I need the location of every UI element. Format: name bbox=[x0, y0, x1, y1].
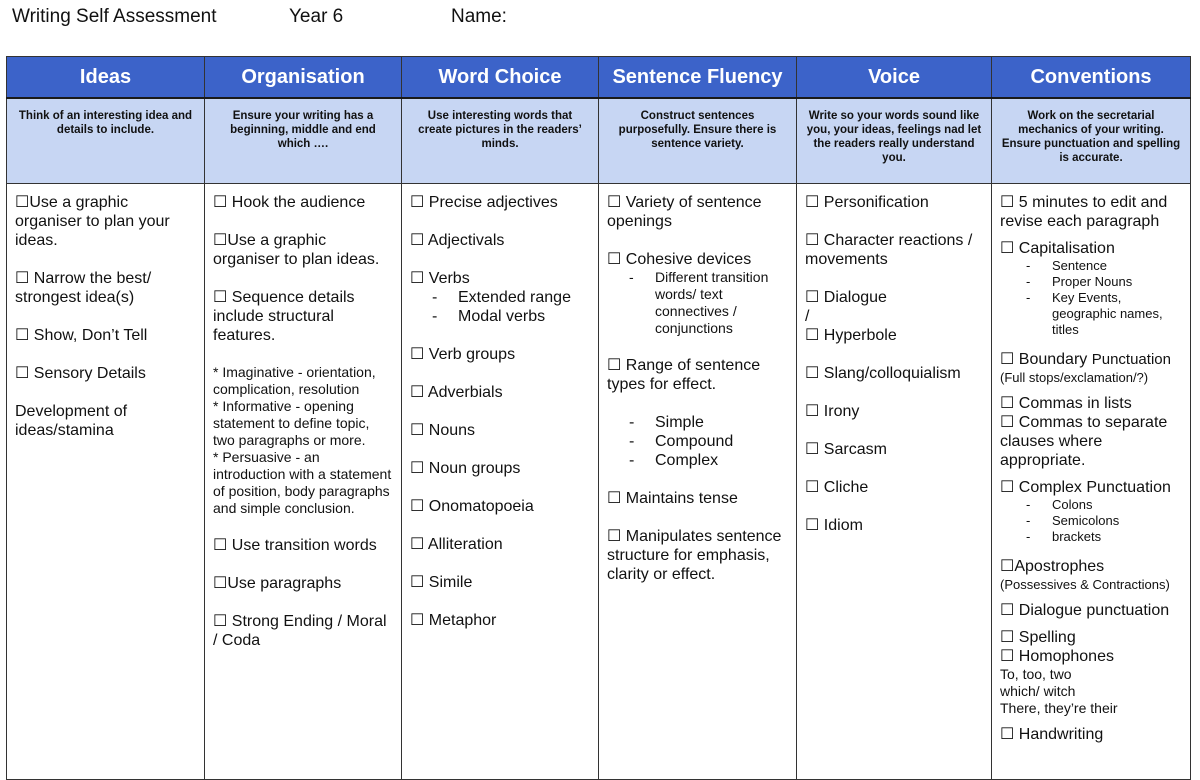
list-item: - Simple bbox=[629, 413, 788, 432]
checklist-item[interactable]: ☐ Dialogue punctuation bbox=[1000, 602, 1170, 619]
page-title: Writing Self Assessment bbox=[12, 6, 217, 27]
year-label: Year 6 bbox=[289, 6, 344, 27]
list-item: - Modal verbs bbox=[432, 307, 590, 326]
description-sentence-fluency: Construct sentences purposefully. Ensure there is sentence variety. bbox=[599, 98, 797, 184]
checklist-item[interactable]: ☐ Show, Don’t Tell bbox=[15, 327, 148, 344]
checklist-item[interactable]: ☐ Commas in lists bbox=[1000, 395, 1132, 412]
text-type-note: * Imaginative - orientation, complication, resolution bbox=[213, 364, 376, 397]
checklist-item[interactable]: ☐ Variety of sentence openings bbox=[607, 194, 762, 230]
description-row bbox=[7, 98, 1191, 184]
checklist-item[interactable]: ☐ Irony bbox=[805, 403, 860, 420]
column-header-sentence-fluency: Sentence Fluency bbox=[599, 57, 797, 99]
checklist-item[interactable]: ☐ Character reactions / movements bbox=[805, 232, 973, 268]
checklist-item[interactable]: ☐ Capitalisation bbox=[1000, 240, 1115, 257]
separator-slash: / bbox=[805, 308, 810, 325]
checklist-item[interactable]: ☐ Dialogue bbox=[805, 289, 887, 306]
text-type-note: * Persuasive - an introduction with a statement of position, body paragraphs and simple conclusion. bbox=[213, 449, 392, 516]
checklist-item[interactable]: ☐ Metaphor bbox=[410, 612, 497, 629]
list-item: - Semicolons bbox=[1026, 513, 1182, 529]
static-item: Development of ideas/stamina bbox=[15, 403, 128, 439]
checklist-item[interactable]: ☐ Cohesive devices bbox=[607, 251, 752, 268]
checklist-item[interactable]: ☐ Cliche bbox=[805, 479, 869, 496]
checklist-item[interactable] bbox=[1000, 350, 1182, 369]
list-item: - brackets bbox=[1026, 529, 1182, 545]
punctuation-label: Punctuation bbox=[1091, 351, 1171, 368]
content-voice bbox=[797, 184, 992, 780]
checklist-item[interactable]: ☐ Maintains tense bbox=[607, 490, 738, 507]
list-item: - Extended range bbox=[432, 288, 590, 307]
content-ideas bbox=[7, 184, 205, 780]
checklist-item[interactable]: ☐ Narrow the best/ strongest idea(s) bbox=[15, 270, 152, 306]
checklist-item[interactable]: ☐ Use transition words bbox=[213, 537, 377, 554]
column-header-conventions: Conventions bbox=[992, 57, 1191, 99]
column-header-voice: Voice bbox=[797, 57, 992, 99]
homophone-example: To, too, two bbox=[1000, 666, 1072, 682]
content-conventions bbox=[992, 184, 1191, 780]
checklist-item[interactable]: ☐Use a graphic organiser to plan ideas. bbox=[213, 232, 380, 268]
checklist-item[interactable]: ☐ Sensory Details bbox=[15, 365, 146, 382]
description-conventions: Work on the secretarial mechanics of your writing. Ensure punctuation and spelling is accurate. bbox=[992, 98, 1191, 184]
checklist-item[interactable]: ☐ Hyperbole bbox=[805, 327, 897, 344]
checklist-item[interactable]: ☐ Strong Ending / Moral / Coda bbox=[213, 613, 387, 649]
column-header-organisation: Organisation bbox=[205, 57, 402, 99]
list-item: - Key Events, geographic names, titles bbox=[1026, 290, 1182, 338]
checklist-item[interactable]: ☐ Range of sentence types for effect. bbox=[607, 357, 761, 393]
header-row bbox=[7, 57, 1191, 99]
content-word-choice bbox=[402, 184, 599, 780]
checklist-item[interactable]: ☐ Hook the audience bbox=[213, 194, 366, 211]
name-label: Name: bbox=[451, 6, 507, 27]
column-header-ideas: Ideas bbox=[7, 57, 205, 99]
item-note: (Full stops/exclamation/?) bbox=[1000, 370, 1149, 385]
checklist-item[interactable]: ☐ Spelling bbox=[1000, 629, 1076, 646]
page-header bbox=[0, 0, 1200, 40]
verbs-sublist bbox=[410, 288, 590, 326]
checklist-item[interactable]: ☐ Nouns bbox=[410, 422, 476, 439]
checklist-item[interactable]: ☐ Simile bbox=[410, 574, 473, 591]
checklist-item[interactable]: ☐ Slang/colloquialism bbox=[805, 365, 961, 382]
checklist-item[interactable]: ☐ Adverbials bbox=[410, 384, 503, 401]
checklist-item[interactable]: ☐ Noun groups bbox=[410, 460, 521, 477]
homophone-example: There, they’re their bbox=[1000, 700, 1118, 716]
checklist-item[interactable]: ☐ Handwriting bbox=[1000, 726, 1104, 743]
checklist-item[interactable]: ☐ Manipulates sentence structure for emphasis, clarity or effect. bbox=[607, 528, 782, 583]
content-sentence-fluency bbox=[599, 184, 797, 780]
checklist-item[interactable]: ☐ Idiom bbox=[805, 517, 863, 534]
checklist-item[interactable]: ☐Use a graphic organiser to plan your ideas. bbox=[15, 194, 170, 249]
text-type-note: * Informative - opening statement to define topic, two paragraphs or more. bbox=[213, 398, 370, 448]
checklist-item[interactable]: ☐ Onomatopoeia bbox=[410, 498, 534, 515]
list-item: - Sentence bbox=[1026, 258, 1182, 274]
checklist-item[interactable]: ☐ Alliteration bbox=[410, 536, 503, 553]
cohesive-devices-sublist bbox=[607, 269, 788, 337]
content-row bbox=[7, 184, 1191, 780]
sentence-types-sublist bbox=[607, 413, 788, 470]
assessment-table bbox=[6, 56, 1191, 780]
list-item: - Colons bbox=[1026, 497, 1182, 513]
checklist-item[interactable]: ☐ Complex Punctuation bbox=[1000, 479, 1171, 496]
checklist-item[interactable]: ☐ Commas to separate clauses where appropriate. bbox=[1000, 414, 1168, 469]
content-organisation bbox=[205, 184, 402, 780]
column-header-word-choice: Word Choice bbox=[402, 57, 599, 99]
description-voice: Write so your words sound like you, your ideas, feelings nad let the readers really understand you. bbox=[797, 98, 992, 184]
checklist-item[interactable]: ☐ Verb groups bbox=[410, 346, 516, 363]
checklist-item[interactable]: ☐ Sequence details include structural features. bbox=[213, 289, 355, 344]
checklist-item[interactable]: ☐ Sarcasm bbox=[805, 441, 887, 458]
homophone-example: which/ witch bbox=[1000, 683, 1076, 699]
list-item: - Complex bbox=[629, 451, 788, 470]
description-organisation: Ensure your writing has a beginning, middle and end which …. bbox=[205, 98, 402, 184]
checklist-item[interactable]: ☐ Homophones bbox=[1000, 648, 1114, 665]
list-item: - Different transition words/ text connectives / conjunctions bbox=[629, 269, 788, 337]
checklist-item[interactable]: ☐ 5 minutes to edit and revise each paragraph bbox=[1000, 194, 1168, 230]
list-item: - Proper Nouns bbox=[1026, 274, 1182, 290]
boundary-label: ☐ Boundary bbox=[1000, 351, 1088, 368]
capitalisation-sublist bbox=[1000, 258, 1182, 338]
complex-punctuation-sublist bbox=[1000, 497, 1182, 545]
description-word-choice: Use interesting words that create pictures in the readers’ minds. bbox=[402, 98, 599, 184]
item-note: (Possessives & Contractions) bbox=[1000, 577, 1170, 592]
list-item: - Compound bbox=[629, 432, 788, 451]
checklist-item[interactable]: ☐ Precise adjectives bbox=[410, 194, 558, 211]
checklist-item[interactable]: ☐Apostrophes bbox=[1000, 558, 1105, 575]
checklist-item[interactable]: ☐ Verbs bbox=[410, 270, 470, 287]
checklist-item[interactable]: ☐ Personification bbox=[805, 194, 929, 211]
checklist-item[interactable]: ☐ Adjectivals bbox=[410, 232, 505, 249]
description-ideas: Think of an interesting idea and details to include. bbox=[7, 98, 205, 184]
checklist-item[interactable]: ☐Use paragraphs bbox=[213, 575, 342, 592]
